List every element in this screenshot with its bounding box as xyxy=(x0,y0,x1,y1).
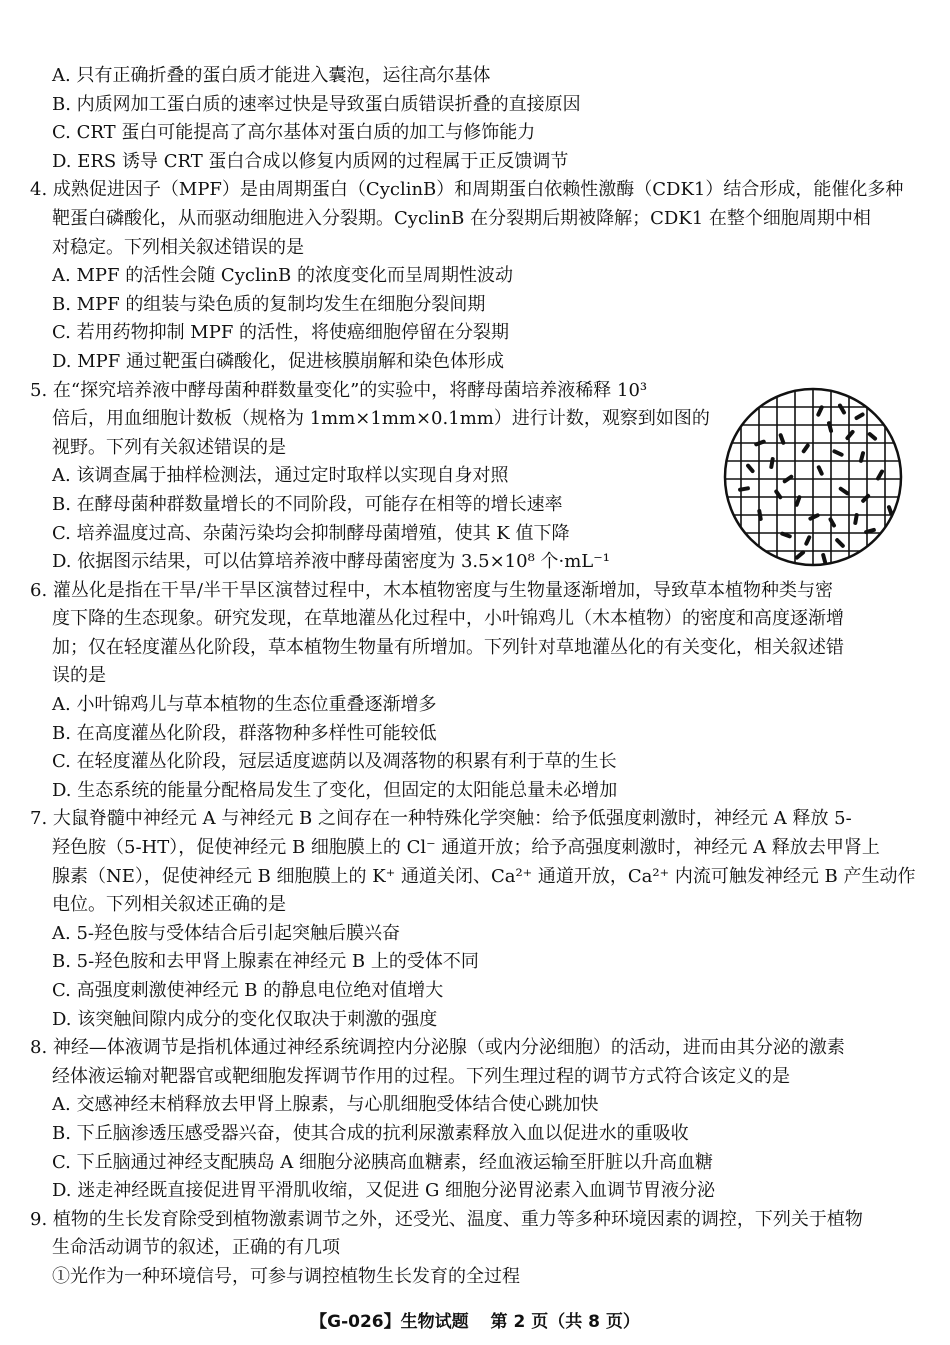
q4-option-d: D. MPF 通过靶蛋白磷酸化，促进核膜崩解和染色体形成 xyxy=(52,350,504,372)
q5-stem-line: 5. 在“探究培养液中酵母菌种群数量变化”的实验中，将酵母菌培养液稀释 10³ xyxy=(30,379,648,401)
q7-stem-line: 7. 大鼠脊髓中神经元 A 与神经元 B 之间存在一种特殊化学突触：给予低强度刺激时，神经元 A 释放 5- xyxy=(30,808,852,830)
q4-stem-line: 靶蛋白磷酸化，从而驱动细胞进入分裂期。CyclinB 在分裂期后期被降解；CDK1 在整个细胞周期中相 xyxy=(52,207,871,229)
q5-stem-line: 视野。下列有关叙述错误的是 xyxy=(52,436,286,458)
q6-stem-line: 误的是 xyxy=(52,665,106,687)
q4-stem-line: 对稳定。下列相关叙述错误的是 xyxy=(52,236,304,258)
q8-option-a: A. 交感神经末梢释放去甲肾上腺素，与心肌细胞受体结合使心跳加快 xyxy=(52,1094,599,1116)
hemocytometer-grid-icon xyxy=(718,385,908,570)
q6-option-a: A. 小叶锦鸡儿与草本植物的生态位重叠逐渐增多 xyxy=(52,694,437,716)
q5-option-d: D. 依据图示结果，可以估算培养液中酵母菌密度为 3.5×10⁸ 个·mL⁻¹ xyxy=(52,551,610,573)
q6-option-b: B. 在高度灌丛化阶段，群落物种多样性可能较低 xyxy=(52,722,437,744)
q5-option-b: B. 在酵母菌种群数量增长的不同阶段，可能存在相等的增长速率 xyxy=(52,493,563,515)
q4-option-b: B. MPF 的组装与染色质的复制均发生在细胞分裂间期 xyxy=(52,293,486,315)
q8-stem-line: 8. 神经—体液调节是指机体通过神经系统调控内分泌腺（或内分泌细胞）的活动，进而由其分泌的激素 xyxy=(30,1037,845,1059)
q4-stem-line: 4. 成熟促进因子（MPF）是由周期蛋白（CyclinB）和周期蛋白依赖性激酶（CDK1）结合形成，能催化多种 xyxy=(30,179,904,201)
page-footer xyxy=(0,1307,950,1332)
q6-stem-line: 加；仅在轻度灌丛化阶段，草本植物生物量有所增加。下列针对草地灌丛化的有关变化，相关叙述错 xyxy=(52,636,844,658)
q9-stem-line: 生命活动调节的叙述，正确的有几项 xyxy=(52,1237,340,1259)
q7-option-d: D. 该突触间隙内成分的变化仅取决于刺激的强度 xyxy=(52,1008,438,1030)
q9-statement-1: ①光作为一种环境信号，可参与调控植物生长发育的全过程 xyxy=(52,1265,520,1287)
q3-option-a: A. 只有正确折叠的蛋白质才能进入囊泡，运往高尔基体 xyxy=(52,65,491,86)
q6-stem-line: 度下降的生态现象。研究发现，在草地灌丛化过程中，小叶锦鸡儿（木本植物）的密度和高度逐渐增 xyxy=(52,608,844,630)
q7-option-c: C. 高强度刺激使神经元 B 的静息电位绝对值增大 xyxy=(52,980,444,1001)
page-number: 第 2 页（共 8 页） xyxy=(490,1312,640,1332)
q7-option-b: B. 5-羟色胺和去甲肾上腺素在神经元 B 上的受体不同 xyxy=(52,951,479,973)
q3-option-b: B. 内质网加工蛋白质的速率过快是导致蛋白质错误折叠的直接原因 xyxy=(52,93,581,115)
q3-option-d: D. ERS 诱导 CRT 蛋白合成以修复内质网的过程属于正反馈调节 xyxy=(52,150,569,172)
q4-option-a: A. MPF 的活性会随 CyclinB 的浓度变化而呈周期性波动 xyxy=(52,265,513,287)
q7-option-a: A. 5-羟色胺与受体结合后引起突触后膜兴奋 xyxy=(52,922,400,944)
q7-stem-line: 羟色胺（5-HT），促使神经元 B 细胞膜上的 Cl⁻ 通道开放；给予高强度刺激时，神经元 A 释放去甲肾上 xyxy=(52,837,880,859)
q9-stem-line: 9. 植物的生长发育除受到植物激素调节之外，还受光、温度、重力等多种环境因素的调控，下列关于植物 xyxy=(30,1208,863,1230)
q5-stem-line: 倍后，用血细胞计数板（规格为 1mm×1mm×0.1mm）进行计数，观察到如图的 xyxy=(52,408,710,430)
q7-stem-line: 电位。下列相关叙述正确的是 xyxy=(52,894,286,916)
q5-option-a: A. 该调查属于抽样检测法，通过定时取样以实现自身对照 xyxy=(52,465,509,487)
q8-option-c: C. 下丘脑通过神经支配胰岛 A 细胞分泌胰高血糖素，经血液运输至肝脏以升高血糖 xyxy=(52,1151,714,1173)
q6-option-c: C. 在轻度灌丛化阶段，冠层适度遮荫以及凋落物的积累有利于草的生长 xyxy=(52,751,617,773)
q8-stem-line: 经体液运输对靶器官或靶细胞发挥调节作用的过程。下列生理过程的调节方式符合该定义的是 xyxy=(52,1065,790,1087)
q3-option-c: C. CRT 蛋白可能提高了高尔基体对蛋白质的加工与修饰能力 xyxy=(52,122,536,144)
q6-option-d: D. 生态系统的能量分配格局发生了变化，但固定的太阳能总量未必增加 xyxy=(52,779,618,801)
q5-option-c: C. 培养温度过高、杂菌污染均会抑制酵母菌增殖，使其 K 值下降 xyxy=(52,522,570,544)
q8-option-d: D. 迷走神经既直接促进胃平滑肌收缩，又促进 G 细胞分泌胃泌素入血调节胃液分泌 xyxy=(52,1180,716,1202)
q6-stem-line: 6. 灌丛化是指在干旱/半干旱区演替过程中，木本植物密度与生物量逐渐增加，导致草本植物种类与密 xyxy=(30,579,833,601)
exam-code: 【G-026】生物试题 xyxy=(310,1312,469,1332)
q7-stem-line: 腺素（NE），促使神经元 B 细胞膜上的 K⁺ 通道关闭、Ca²⁺ 通道开放，Ca²⁺ 内流可触发神经元 B 产生动作 xyxy=(52,865,916,887)
q8-option-b: B. 下丘脑渗透压感受器兴奋，使其合成的抗利尿激素释放入血以促进水的重吸收 xyxy=(52,1122,689,1144)
q4-option-c: C. 若用药物抑制 MPF 的活性，将使癌细胞停留在分裂期 xyxy=(52,322,510,344)
question-content xyxy=(30,62,920,1292)
